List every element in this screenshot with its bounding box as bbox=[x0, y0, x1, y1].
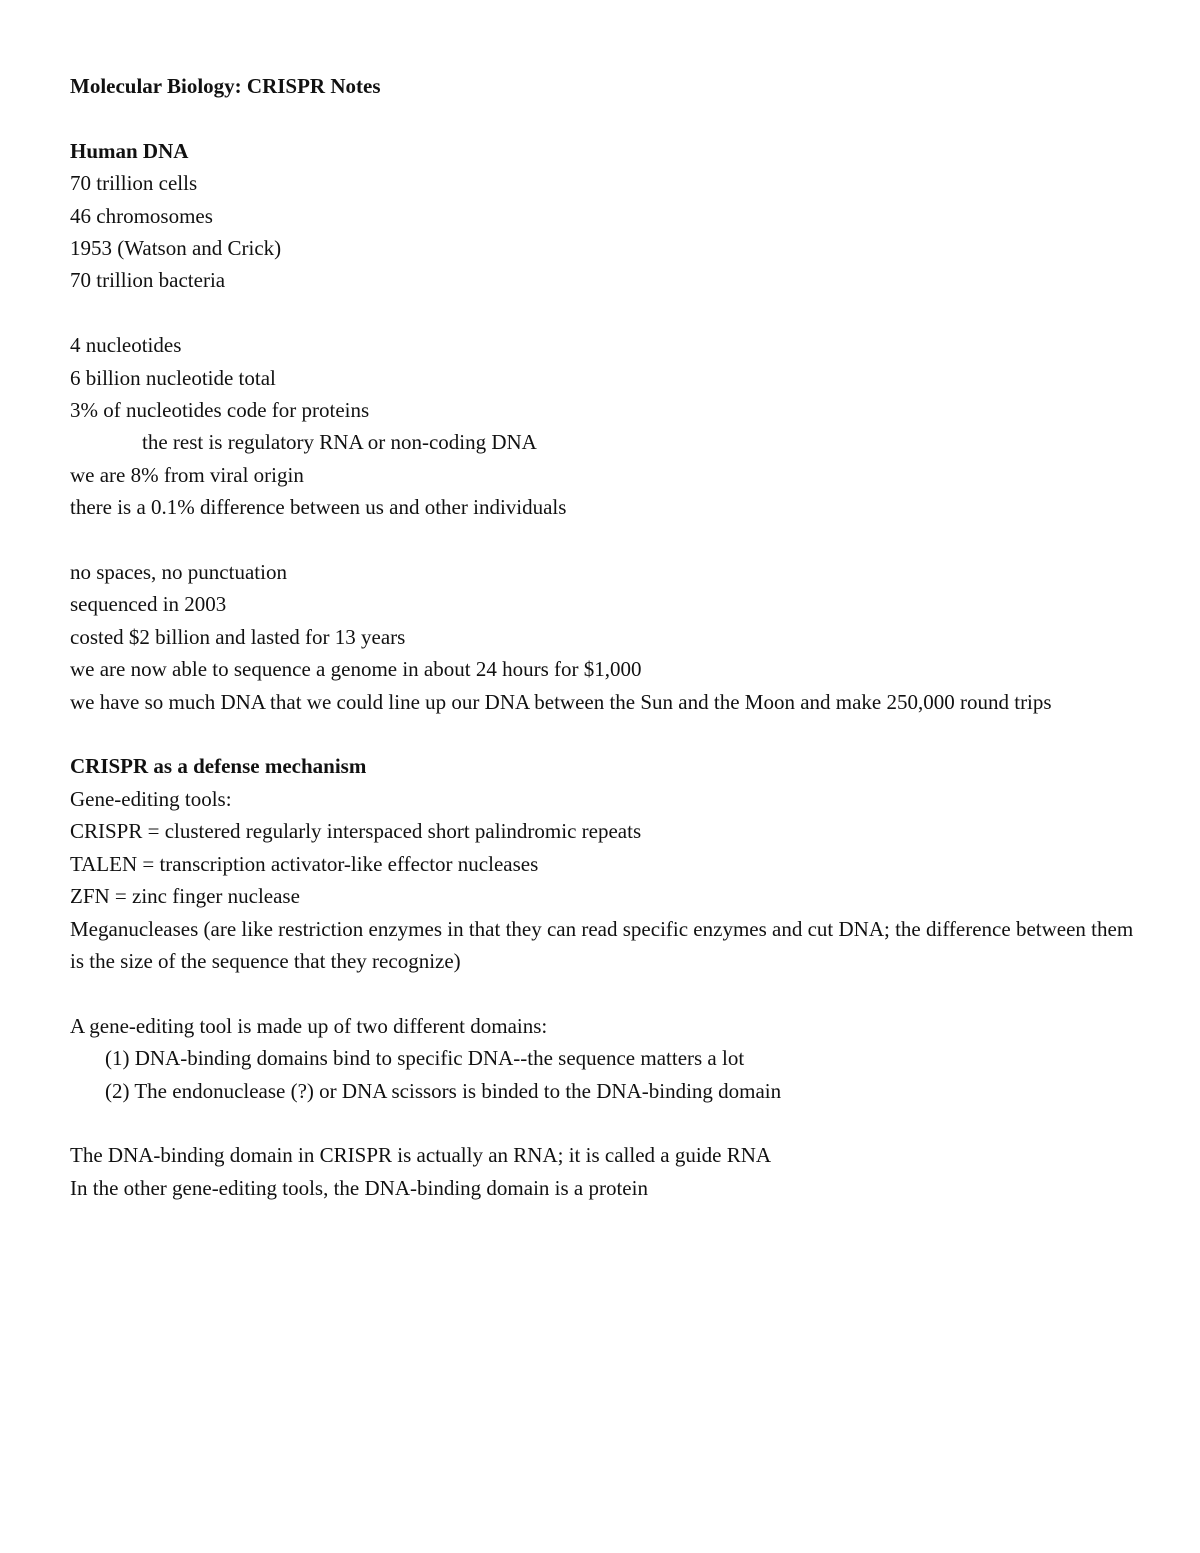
nucleotide-line: 6 billion nucleotide total bbox=[70, 365, 276, 390]
fact-line: 70 trillion cells bbox=[70, 171, 198, 196]
nucleotide-subline: the rest is regulatory RNA or non-coding DNA bbox=[142, 430, 537, 455]
spacer bbox=[70, 297, 1140, 329]
domains-intro: A gene-editing tool is made up of two different domains: bbox=[70, 1013, 548, 1038]
sequencing-line: we are now able to sequence a genome in about 24 hours for $1,000 bbox=[70, 657, 642, 682]
fact-line: 46 chromosomes bbox=[70, 203, 213, 228]
closing-line: The DNA-binding domain in CRISPR is actually an RNA; it is called a guide RNA bbox=[70, 1143, 772, 1168]
fact-line: 1953 (Watson and Crick) bbox=[70, 236, 282, 261]
nucleotide-line: 4 nucleotides bbox=[70, 333, 182, 358]
section-heading-crispr: CRISPR as a defense mechanism bbox=[70, 754, 367, 779]
tools-line: ZFN = zinc finger nuclease bbox=[70, 884, 300, 909]
tools-line: TALEN = transcription activator-like effector nucleases bbox=[70, 851, 539, 876]
sequencing-line: we have so much DNA that we could line up our DNA between the Sun and the Moon and make 250,000 round trips bbox=[70, 689, 1052, 714]
tools-line: CRISPR = clustered regularly interspaced short palindromic repeats bbox=[70, 819, 642, 844]
origin-line: there is a 0.1% difference between us and other individuals bbox=[70, 495, 567, 520]
tools-line: Meganucleases (are like restriction enzymes in that they can read specific enzymes and cut DNA; the difference between them is the size of the sequence that they recognize) bbox=[70, 916, 1139, 973]
sequencing-line: no spaces, no punctuation bbox=[70, 560, 287, 585]
document-title: Molecular Biology: CRISPR Notes bbox=[70, 74, 381, 98]
fact-line: 70 trillion bacteria bbox=[70, 268, 226, 293]
nucleotide-line: 3% of nucleotides code for proteins bbox=[70, 398, 370, 423]
document-page bbox=[70, 70, 1140, 1204]
spacer bbox=[70, 977, 1140, 1009]
sequencing-line: sequenced in 2003 bbox=[70, 592, 227, 617]
spacer bbox=[70, 1107, 1140, 1139]
domain-list-item: (1) DNA-binding domains bind to specific DNA--the sequence matters a lot bbox=[105, 1046, 745, 1071]
closing-line: In the other gene-editing tools, the DNA-binding domain is a protein bbox=[70, 1175, 648, 1200]
spacer bbox=[70, 102, 1140, 134]
tools-line: Gene-editing tools: bbox=[70, 786, 232, 811]
sequencing-line: costed $2 billion and lasted for 13 years bbox=[70, 624, 406, 649]
domain-list-item: (2) The endonuclease (?) or DNA scissors is binded to the DNA-binding domain bbox=[105, 1078, 782, 1103]
spacer bbox=[70, 718, 1140, 750]
spacer bbox=[70, 524, 1140, 556]
section-heading-human-dna: Human DNA bbox=[70, 138, 189, 163]
origin-line: we are 8% from viral origin bbox=[70, 462, 304, 487]
